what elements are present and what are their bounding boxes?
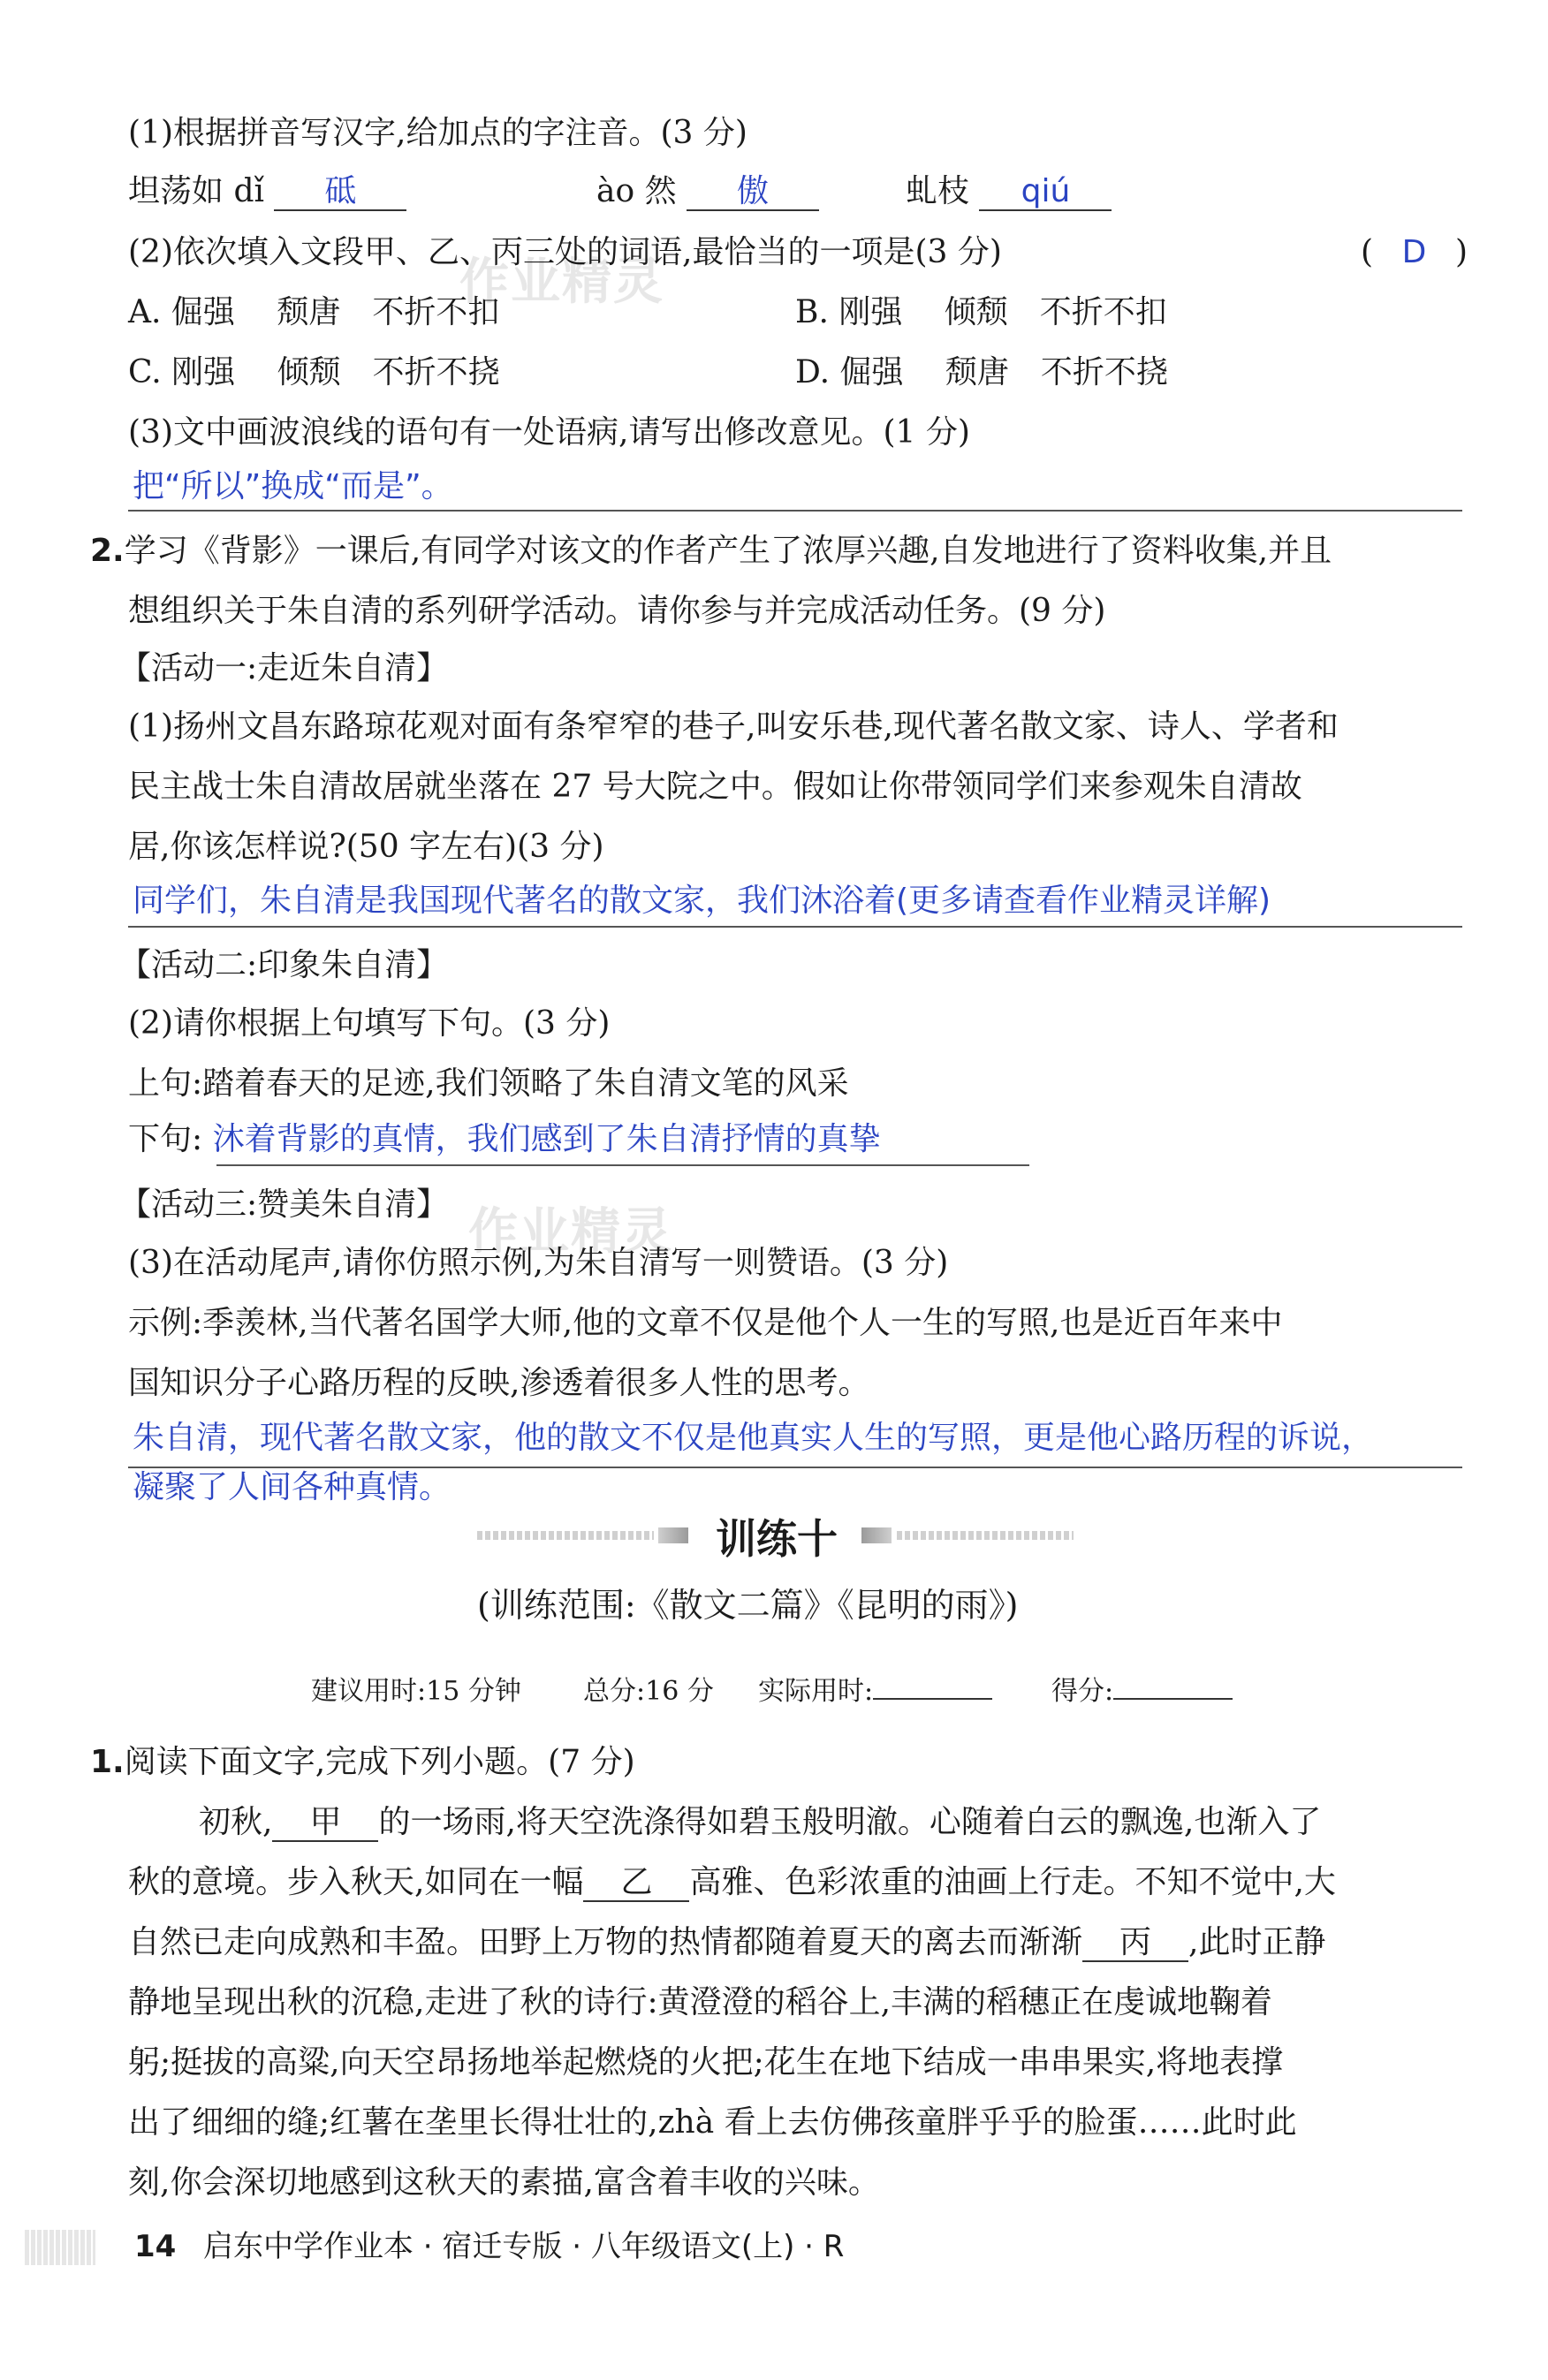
paren-close: ) xyxy=(1454,234,1468,270)
page-number: 14 xyxy=(134,2229,177,2264)
passage-line2 xyxy=(128,1861,1336,1904)
lower-line-label: 下句: xyxy=(128,1121,203,1157)
q1-part3-prompt: (3)文中画波浪线的语句有一处语病,请写出修改意见。(1 分) xyxy=(128,414,970,451)
passage-text: 秋的意境。步入秋天,如同在一幅 xyxy=(128,1864,584,1900)
activity1-answer: 同学们，朱自清是我国现代著名的散文家，我们沐浴着(更多请查看作业精灵详解) xyxy=(133,883,1271,919)
pinyin-item-3 xyxy=(906,171,1112,213)
activity1-question-line3: 居,你该怎样说?(50 字左右)(3 分) xyxy=(128,829,604,865)
paren-open: ( xyxy=(1361,234,1374,270)
blank-bing: 丙 xyxy=(1082,1925,1188,1962)
q2-intro-line1 xyxy=(90,530,1332,572)
pinyin-label: 坦荡如 dǐ xyxy=(128,173,265,209)
activity1-question-line2: 民主战士朱自清故居就坐落在 27 号大院之中。假如让你带领同学们来参观朱自清故 xyxy=(128,769,1302,805)
title-ribbon-right xyxy=(861,1527,892,1543)
q1-part2-prompt: (2)依次填入文段甲、乙、丙三处的词语,最恰当的一项是(3 分) xyxy=(128,234,1002,270)
meta-got-label: 得分: xyxy=(1051,1676,1114,1707)
activity2-lower-line xyxy=(128,1118,881,1161)
option-a: A. 倔强 颓唐 不折不扣 xyxy=(128,294,500,330)
activity3-answer-line2: 凝聚了人间各种真情。 xyxy=(133,1469,452,1505)
q1-part3-answer: 把“所以”换成“而是”。 xyxy=(133,468,453,504)
watermark: 作业精灵 xyxy=(468,1203,673,1261)
choice-answer: D xyxy=(1401,234,1427,270)
meta-actual-blank xyxy=(873,1698,992,1700)
pinyin-answer: 傲 xyxy=(687,174,819,211)
pinyin-item-1 xyxy=(128,171,406,213)
lower-line-answer: 沐着背影的真情，我们感到了朱自清抒情的真挚 xyxy=(212,1121,881,1157)
watermark: 作业精灵 xyxy=(459,254,664,311)
answer-line xyxy=(128,510,1462,512)
title-decoration-left xyxy=(477,1531,654,1540)
activity3-title: 【活动三:赞美朱自清】 xyxy=(119,1186,449,1223)
passage-text: 初秋, xyxy=(199,1804,273,1840)
pinyin-label: ào 然 xyxy=(596,173,677,209)
choice-answer-box xyxy=(1361,231,1468,274)
pinyin-answer: 砥 xyxy=(274,174,406,211)
footer-decoration xyxy=(25,2230,95,2265)
activity1-question-line1: (1)扬州文昌东路琼花观对面有条窄窄的巷子,叫安乐巷,现代著名散文家、诗人、学者和 xyxy=(128,709,1339,745)
title-decoration-right xyxy=(897,1531,1074,1540)
q3-prompt: 阅读下面文字,完成下列小题。(7 分) xyxy=(124,1744,635,1780)
blank-jia: 甲 xyxy=(272,1805,378,1842)
pinyin-answer: qiú xyxy=(979,174,1112,211)
section-range: (训练范围:《散文二篇》《昆明的雨》) xyxy=(477,1586,1019,1625)
blank-yi: 乙 xyxy=(583,1865,689,1902)
book-title: 启东中学作业本 · 宿迁专版 · 八年级语文(上) · R xyxy=(203,2229,845,2264)
q2-intro-line2: 想组织关于朱自清的系列研学活动。请你参与并完成活动任务。(9 分) xyxy=(128,593,1106,629)
passage-text: 的一场雨,将天空洗涤得如碧玉般明澈。心随着白云的飘逸,也渐入了 xyxy=(378,1804,1322,1840)
meta-score-got xyxy=(1051,1671,1233,1713)
passage-line4: 静地呈现出秋的沉稳,走进了秋的诗行:黄澄澄的稻谷上,丰满的稻穗正在虔诚地鞠着 xyxy=(128,1984,1273,2020)
passage-text: 高雅、色彩浓重的油画上行走。不知不觉中,大 xyxy=(689,1864,1336,1900)
activity3-example-line1: 示例:季羡林,当代著名国学大师,他的文章不仅是他个人一生的写照,也是近百年来中 xyxy=(128,1305,1283,1341)
passage-line1 xyxy=(199,1801,1321,1844)
passage-line6: 出了细细的缝;红薯在垄里长得壮壮的,zhà 看上去仿佛孩童胖乎乎的脸蛋……此时此 xyxy=(128,2104,1297,2141)
option-b: B. 刚强 倾颓 不折不扣 xyxy=(795,294,1167,330)
q3-prompt-line xyxy=(90,1741,635,1784)
meta-got-blank xyxy=(1113,1698,1233,1700)
activity3-question: (3)在活动尾声,请你仿照示例,为朱自清写一则赞语。(3 分) xyxy=(128,1245,949,1281)
meta-actual-label: 实际用时: xyxy=(758,1676,874,1707)
passage-text: ,此时正静 xyxy=(1188,1924,1326,1960)
passage-text: 自然已走向成熟和丰盈。田野上万物的热情都随着夏天的离去而渐渐 xyxy=(128,1924,1083,1960)
activity2-question: (2)请你根据上句填写下句。(3 分) xyxy=(128,1005,611,1042)
question-number: 1. xyxy=(90,1744,125,1780)
option-c: C. 刚强 倾颓 不折不挠 xyxy=(128,354,500,390)
passage-line5: 躬;挺拔的高粱,向天空昂扬地举起燃烧的火把;花生在地下结成一串串果实,将地表撑 xyxy=(128,2044,1284,2081)
question-number: 2. xyxy=(90,533,125,569)
passage-line7: 刻,你会深切地感到这秋天的素描,富含着丰收的兴味。 xyxy=(128,2164,880,2201)
pinyin-label: 虬枝 xyxy=(906,173,970,209)
answer-line xyxy=(128,926,1462,928)
option-d: D. 倔强 颓唐 不折不挠 xyxy=(795,354,1168,390)
activity3-example-line2: 国知识分子心路历程的反映,渗透着很多人性的思考。 xyxy=(128,1365,870,1401)
section-title: 训练十 xyxy=(716,1515,838,1563)
meta-total-score: 总分:16 分 xyxy=(583,1676,714,1707)
activity2-title: 【活动二:印象朱自清】 xyxy=(119,947,449,983)
title-ribbon-left xyxy=(658,1527,688,1543)
pinyin-item-2 xyxy=(596,171,819,213)
meta-suggested-time: 建议用时:15 分钟 xyxy=(311,1676,521,1707)
q2-intro-text: 学习《背影》一课后,有同学对该文的作者产生了浓厚兴趣,自发地进行了资料收集,并且 xyxy=(124,533,1332,569)
q1-part1-prompt: (1)根据拼音写汉字,给加点的字注音。(3 分) xyxy=(128,115,747,151)
activity3-answer-line1: 朱自清，现代著名散文家，他的散文不仅是他真实人生的写照，更是他心路历程的诉说， xyxy=(133,1420,1374,1456)
activity2-upper-line: 上句:踏着春天的足迹,我们领略了朱自清文笔的风采 xyxy=(128,1065,849,1102)
meta-actual-time xyxy=(758,1671,992,1713)
passage-line3 xyxy=(128,1921,1325,1964)
answer-line xyxy=(216,1164,1029,1166)
activity1-title: 【活动一:走近朱自清】 xyxy=(119,650,449,686)
